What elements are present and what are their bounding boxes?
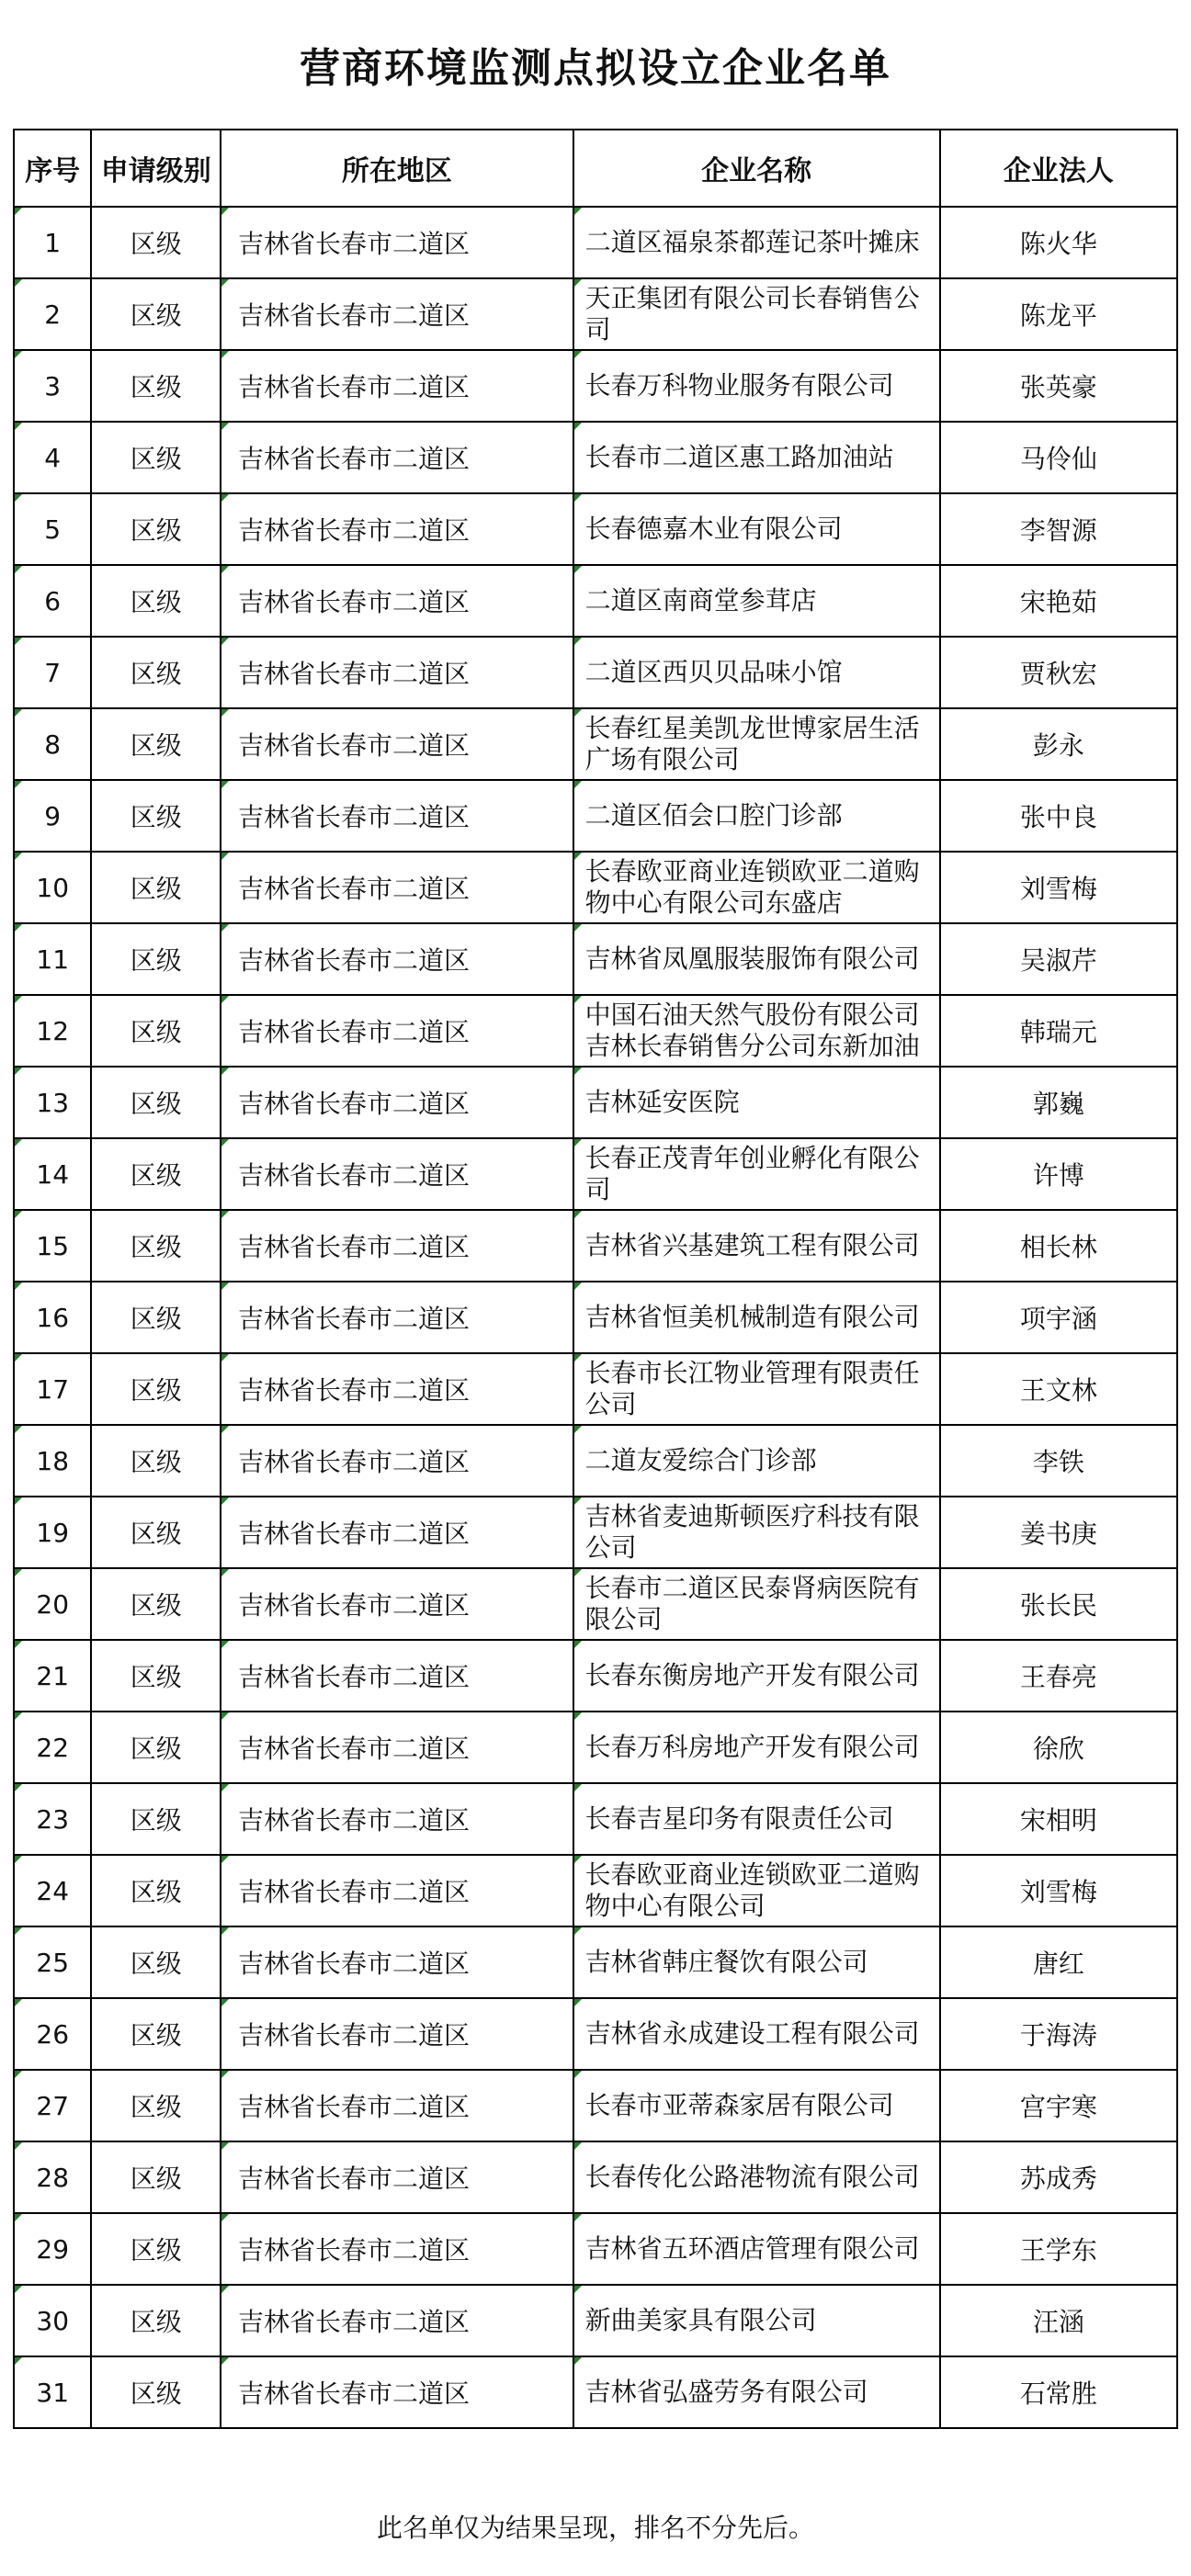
- table-row: [14, 1282, 1177, 1353]
- cell-index: 21: [14, 1640, 91, 1712]
- cell-index: 7: [14, 637, 91, 708]
- cell-index: 13: [14, 1067, 91, 1138]
- cell-company: 新曲美家具有限公司: [573, 2285, 940, 2356]
- cell-region: 吉林省长春市二道区: [221, 2356, 573, 2428]
- cell-region: 吉林省长春市二道区: [221, 1783, 573, 1855]
- cell-index: 8: [14, 708, 91, 780]
- cell-index: 31: [14, 2356, 91, 2428]
- cell-index: 1: [14, 207, 91, 278]
- cell-level: 区级: [91, 2070, 221, 2141]
- cell-index: 16: [14, 1282, 91, 1353]
- cell-index: 20: [14, 1568, 91, 1640]
- cell-legal-person: 王春亮: [940, 1640, 1177, 1712]
- cell-level: 区级: [91, 1497, 221, 1568]
- table-row: [14, 493, 1177, 565]
- table-row: [14, 2141, 1177, 2213]
- table-row: [14, 1712, 1177, 1783]
- cell-region: 吉林省长春市二道区: [221, 1998, 573, 2070]
- cell-legal-person: 汪涵: [940, 2285, 1177, 2356]
- cell-index: 3: [14, 350, 91, 422]
- table-row: [14, 1998, 1177, 2070]
- cell-region: 吉林省长春市二道区: [221, 1210, 573, 1282]
- cell-region: 吉林省长春市二道区: [221, 1497, 573, 1568]
- cell-region: 吉林省长春市二道区: [221, 995, 573, 1067]
- cell-company: 长春欧亚商业连锁欧亚二道购物中心有限公司东盛店: [573, 852, 940, 923]
- cell-region: 吉林省长春市二道区: [221, 1568, 573, 1640]
- table-row: [14, 350, 1177, 422]
- cell-level: 区级: [91, 1425, 221, 1497]
- cell-level: 区级: [91, 2285, 221, 2356]
- header-level: 申请级别: [91, 130, 221, 207]
- cell-index: 10: [14, 852, 91, 923]
- cell-company: 天正集团有限公司长春销售公司: [573, 278, 940, 350]
- table-row: [14, 1210, 1177, 1282]
- cell-region: 吉林省长春市二道区: [221, 1712, 573, 1783]
- cell-legal-person: 宋相明: [940, 1783, 1177, 1855]
- cell-company: 吉林延安医院: [573, 1067, 940, 1138]
- cell-region: 吉林省长春市二道区: [221, 923, 573, 995]
- table-row: [14, 1497, 1177, 1568]
- cell-level: 区级: [91, 1067, 221, 1138]
- cell-legal-person: 陈火华: [940, 207, 1177, 278]
- cell-legal-person: 项宇涵: [940, 1282, 1177, 1353]
- cell-level: 区级: [91, 1353, 221, 1425]
- cell-index: 24: [14, 1855, 91, 1926]
- cell-region: 吉林省长春市二道区: [221, 1067, 573, 1138]
- cell-region: 吉林省长春市二道区: [221, 350, 573, 422]
- cell-company: 长春市二道区惠工路加油站: [573, 422, 940, 493]
- cell-level: 区级: [91, 1926, 221, 1998]
- cell-legal-person: 韩瑞元: [940, 995, 1177, 1067]
- cell-legal-person: 王文林: [940, 1353, 1177, 1425]
- cell-index: 18: [14, 1425, 91, 1497]
- cell-company: 吉林省恒美机械制造有限公司: [573, 1282, 940, 1353]
- table-row: [14, 1353, 1177, 1425]
- cell-level: 区级: [91, 1138, 221, 1210]
- cell-index: 23: [14, 1783, 91, 1855]
- cell-region: 吉林省长春市二道区: [221, 1353, 573, 1425]
- table-row: [14, 1640, 1177, 1712]
- table-body: [14, 207, 1177, 2428]
- cell-company: 长春正茂青年创业孵化有限公司: [573, 1138, 940, 1210]
- cell-company: 长春东衡房地产开发有限公司: [573, 1640, 940, 1712]
- cell-region: 吉林省长春市二道区: [221, 637, 573, 708]
- cell-region: 吉林省长春市二道区: [221, 493, 573, 565]
- cell-legal-person: 马伶仙: [940, 422, 1177, 493]
- cell-legal-person: 苏成秀: [940, 2141, 1177, 2213]
- cell-region: 吉林省长春市二道区: [221, 2213, 573, 2285]
- table-row: [14, 207, 1177, 278]
- cell-company: 二道区佰会口腔门诊部: [573, 780, 940, 852]
- table-row: [14, 1926, 1177, 1998]
- table-row: [14, 1783, 1177, 1855]
- cell-level: 区级: [91, 207, 221, 278]
- enterprise-table: [13, 129, 1178, 2429]
- cell-index: 9: [14, 780, 91, 852]
- cell-level: 区级: [91, 923, 221, 995]
- cell-company: 吉林省五环酒店管理有限公司: [573, 2213, 940, 2285]
- cell-level: 区级: [91, 995, 221, 1067]
- cell-level: 区级: [91, 278, 221, 350]
- cell-level: 区级: [91, 1640, 221, 1712]
- cell-company: 吉林省永成建设工程有限公司: [573, 1998, 940, 2070]
- cell-level: 区级: [91, 493, 221, 565]
- header-index: 序号: [14, 130, 91, 207]
- cell-legal-person: 刘雪梅: [940, 852, 1177, 923]
- header-legal-person: 企业法人: [940, 130, 1177, 207]
- cell-company: 长春市亚蒂森家居有限公司: [573, 2070, 940, 2141]
- cell-region: 吉林省长春市二道区: [221, 1855, 573, 1926]
- cell-region: 吉林省长春市二道区: [221, 1282, 573, 1353]
- table-row: [14, 565, 1177, 637]
- cell-legal-person: 宋艳茹: [940, 565, 1177, 637]
- cell-index: 5: [14, 493, 91, 565]
- cell-company: 长春万科物业服务有限公司: [573, 350, 940, 422]
- cell-region: 吉林省长春市二道区: [221, 1138, 573, 1210]
- table-row: [14, 422, 1177, 493]
- cell-legal-person: 李智源: [940, 493, 1177, 565]
- cell-legal-person: 宫宇寒: [940, 2070, 1177, 2141]
- cell-legal-person: 贾秋宏: [940, 637, 1177, 708]
- table-row: [14, 2070, 1177, 2141]
- cell-index: 6: [14, 565, 91, 637]
- cell-legal-person: 于海涛: [940, 1998, 1177, 2070]
- header-region: 所在地区: [221, 130, 573, 207]
- cell-legal-person: 王学东: [940, 2213, 1177, 2285]
- cell-company: 长春德嘉木业有限公司: [573, 493, 940, 565]
- cell-region: 吉林省长春市二道区: [221, 2285, 573, 2356]
- table-row: [14, 637, 1177, 708]
- cell-level: 区级: [91, 637, 221, 708]
- cell-company: 二道区西贝贝品味小馆: [573, 637, 940, 708]
- cell-region: 吉林省长春市二道区: [221, 565, 573, 637]
- cell-legal-person: 郭巍: [940, 1067, 1177, 1138]
- table-row: [14, 995, 1177, 1067]
- cell-index: 14: [14, 1138, 91, 1210]
- table-row: [14, 278, 1177, 350]
- cell-company: 中国石油天然气股份有限公司吉林长春销售分公司东新加油: [573, 995, 940, 1067]
- cell-level: 区级: [91, 350, 221, 422]
- header-company: 企业名称: [573, 130, 940, 207]
- cell-region: 吉林省长春市二道区: [221, 852, 573, 923]
- cell-level: 区级: [91, 2213, 221, 2285]
- table-row: [14, 1568, 1177, 1640]
- cell-region: 吉林省长春市二道区: [221, 2141, 573, 2213]
- cell-level: 区级: [91, 708, 221, 780]
- cell-region: 吉林省长春市二道区: [221, 278, 573, 350]
- cell-index: 4: [14, 422, 91, 493]
- table-row: [14, 852, 1177, 923]
- cell-level: 区级: [91, 2356, 221, 2428]
- cell-legal-person: 石常胜: [940, 2356, 1177, 2428]
- page-title: 营商环境监测点拟设立企业名单: [300, 45, 891, 92]
- cell-legal-person: 吴淑芹: [940, 923, 1177, 995]
- table-row: [14, 780, 1177, 852]
- cell-legal-person: 李铁: [940, 1425, 1177, 1497]
- cell-level: 区级: [91, 1998, 221, 2070]
- cell-company: 长春市二道区民泰肾病医院有限公司: [573, 1568, 940, 1640]
- footnote: 此名单仅为结果呈现，排名不分先后。: [376, 2513, 814, 2543]
- cell-legal-person: 陈龙平: [940, 278, 1177, 350]
- table-row: [14, 2285, 1177, 2356]
- cell-company: 二道区南商堂参茸店: [573, 565, 940, 637]
- cell-level: 区级: [91, 1783, 221, 1855]
- cell-index: 2: [14, 278, 91, 350]
- cell-index: 12: [14, 995, 91, 1067]
- cell-legal-person: 彭永: [940, 708, 1177, 780]
- cell-index: 22: [14, 1712, 91, 1783]
- cell-level: 区级: [91, 1855, 221, 1926]
- cell-level: 区级: [91, 1568, 221, 1640]
- table-row: [14, 2356, 1177, 2428]
- cell-legal-person: 唐红: [940, 1926, 1177, 1998]
- cell-region: 吉林省长春市二道区: [221, 2070, 573, 2141]
- cell-level: 区级: [91, 1712, 221, 1783]
- cell-level: 区级: [91, 852, 221, 923]
- cell-company: 吉林省韩庄餐饮有限公司: [573, 1926, 940, 1998]
- table-row: [14, 1855, 1177, 1926]
- cell-level: 区级: [91, 1210, 221, 1282]
- cell-region: 吉林省长春市二道区: [221, 1640, 573, 1712]
- cell-company: 吉林省麦迪斯顿医疗科技有限公司: [573, 1497, 940, 1568]
- cell-legal-person: 张中良: [940, 780, 1177, 852]
- table-row: [14, 1425, 1177, 1497]
- cell-region: 吉林省长春市二道区: [221, 207, 573, 278]
- cell-index: 19: [14, 1497, 91, 1568]
- cell-index: 26: [14, 1998, 91, 2070]
- table-row: [14, 1067, 1177, 1138]
- cell-level: 区级: [91, 565, 221, 637]
- cell-region: 吉林省长春市二道区: [221, 780, 573, 852]
- table-row: [14, 2213, 1177, 2285]
- cell-level: 区级: [91, 1282, 221, 1353]
- cell-index: 30: [14, 2285, 91, 2356]
- cell-level: 区级: [91, 2141, 221, 2213]
- cell-legal-person: 姜书庚: [940, 1497, 1177, 1568]
- cell-index: 29: [14, 2213, 91, 2285]
- cell-legal-person: 徐欣: [940, 1712, 1177, 1783]
- cell-index: 15: [14, 1210, 91, 1282]
- cell-company: 二道区福泉茶都莲记茶叶摊床: [573, 207, 940, 278]
- cell-company: 长春红星美凯龙世博家居生活广场有限公司: [573, 708, 940, 780]
- cell-legal-person: 刘雪梅: [940, 1855, 1177, 1926]
- table-row: [14, 1138, 1177, 1210]
- cell-company: 吉林省兴基建筑工程有限公司: [573, 1210, 940, 1282]
- cell-company: 吉林省凤凰服装服饰有限公司: [573, 923, 940, 995]
- cell-company: 二道友爱综合门诊部: [573, 1425, 940, 1497]
- cell-index: 28: [14, 2141, 91, 2213]
- cell-level: 区级: [91, 422, 221, 493]
- cell-index: 11: [14, 923, 91, 995]
- cell-index: 17: [14, 1353, 91, 1425]
- cell-legal-person: 张英豪: [940, 350, 1177, 422]
- cell-company: 吉林省弘盛劳务有限公司: [573, 2356, 940, 2428]
- cell-region: 吉林省长春市二道区: [221, 1425, 573, 1497]
- cell-legal-person: 张长民: [940, 1568, 1177, 1640]
- cell-legal-person: 许博: [940, 1138, 1177, 1210]
- table-row: [14, 923, 1177, 995]
- cell-region: 吉林省长春市二道区: [221, 1926, 573, 1998]
- table-header-row: [14, 130, 1177, 207]
- cell-region: 吉林省长春市二道区: [221, 422, 573, 493]
- table-row: [14, 708, 1177, 780]
- cell-index: 25: [14, 1926, 91, 1998]
- cell-company: 长春市长江物业管理有限责任公司: [573, 1353, 940, 1425]
- cell-index: 27: [14, 2070, 91, 2141]
- cell-level: 区级: [91, 780, 221, 852]
- cell-company: 长春传化公路港物流有限公司: [573, 2141, 940, 2213]
- cell-company: 长春欧亚商业连锁欧亚二道购物中心有限公司: [573, 1855, 940, 1926]
- cell-region: 吉林省长春市二道区: [221, 708, 573, 780]
- cell-company: 长春万科房地产开发有限公司: [573, 1712, 940, 1783]
- cell-company: 长春吉星印务有限责任公司: [573, 1783, 940, 1855]
- cell-legal-person: 相长林: [940, 1210, 1177, 1282]
